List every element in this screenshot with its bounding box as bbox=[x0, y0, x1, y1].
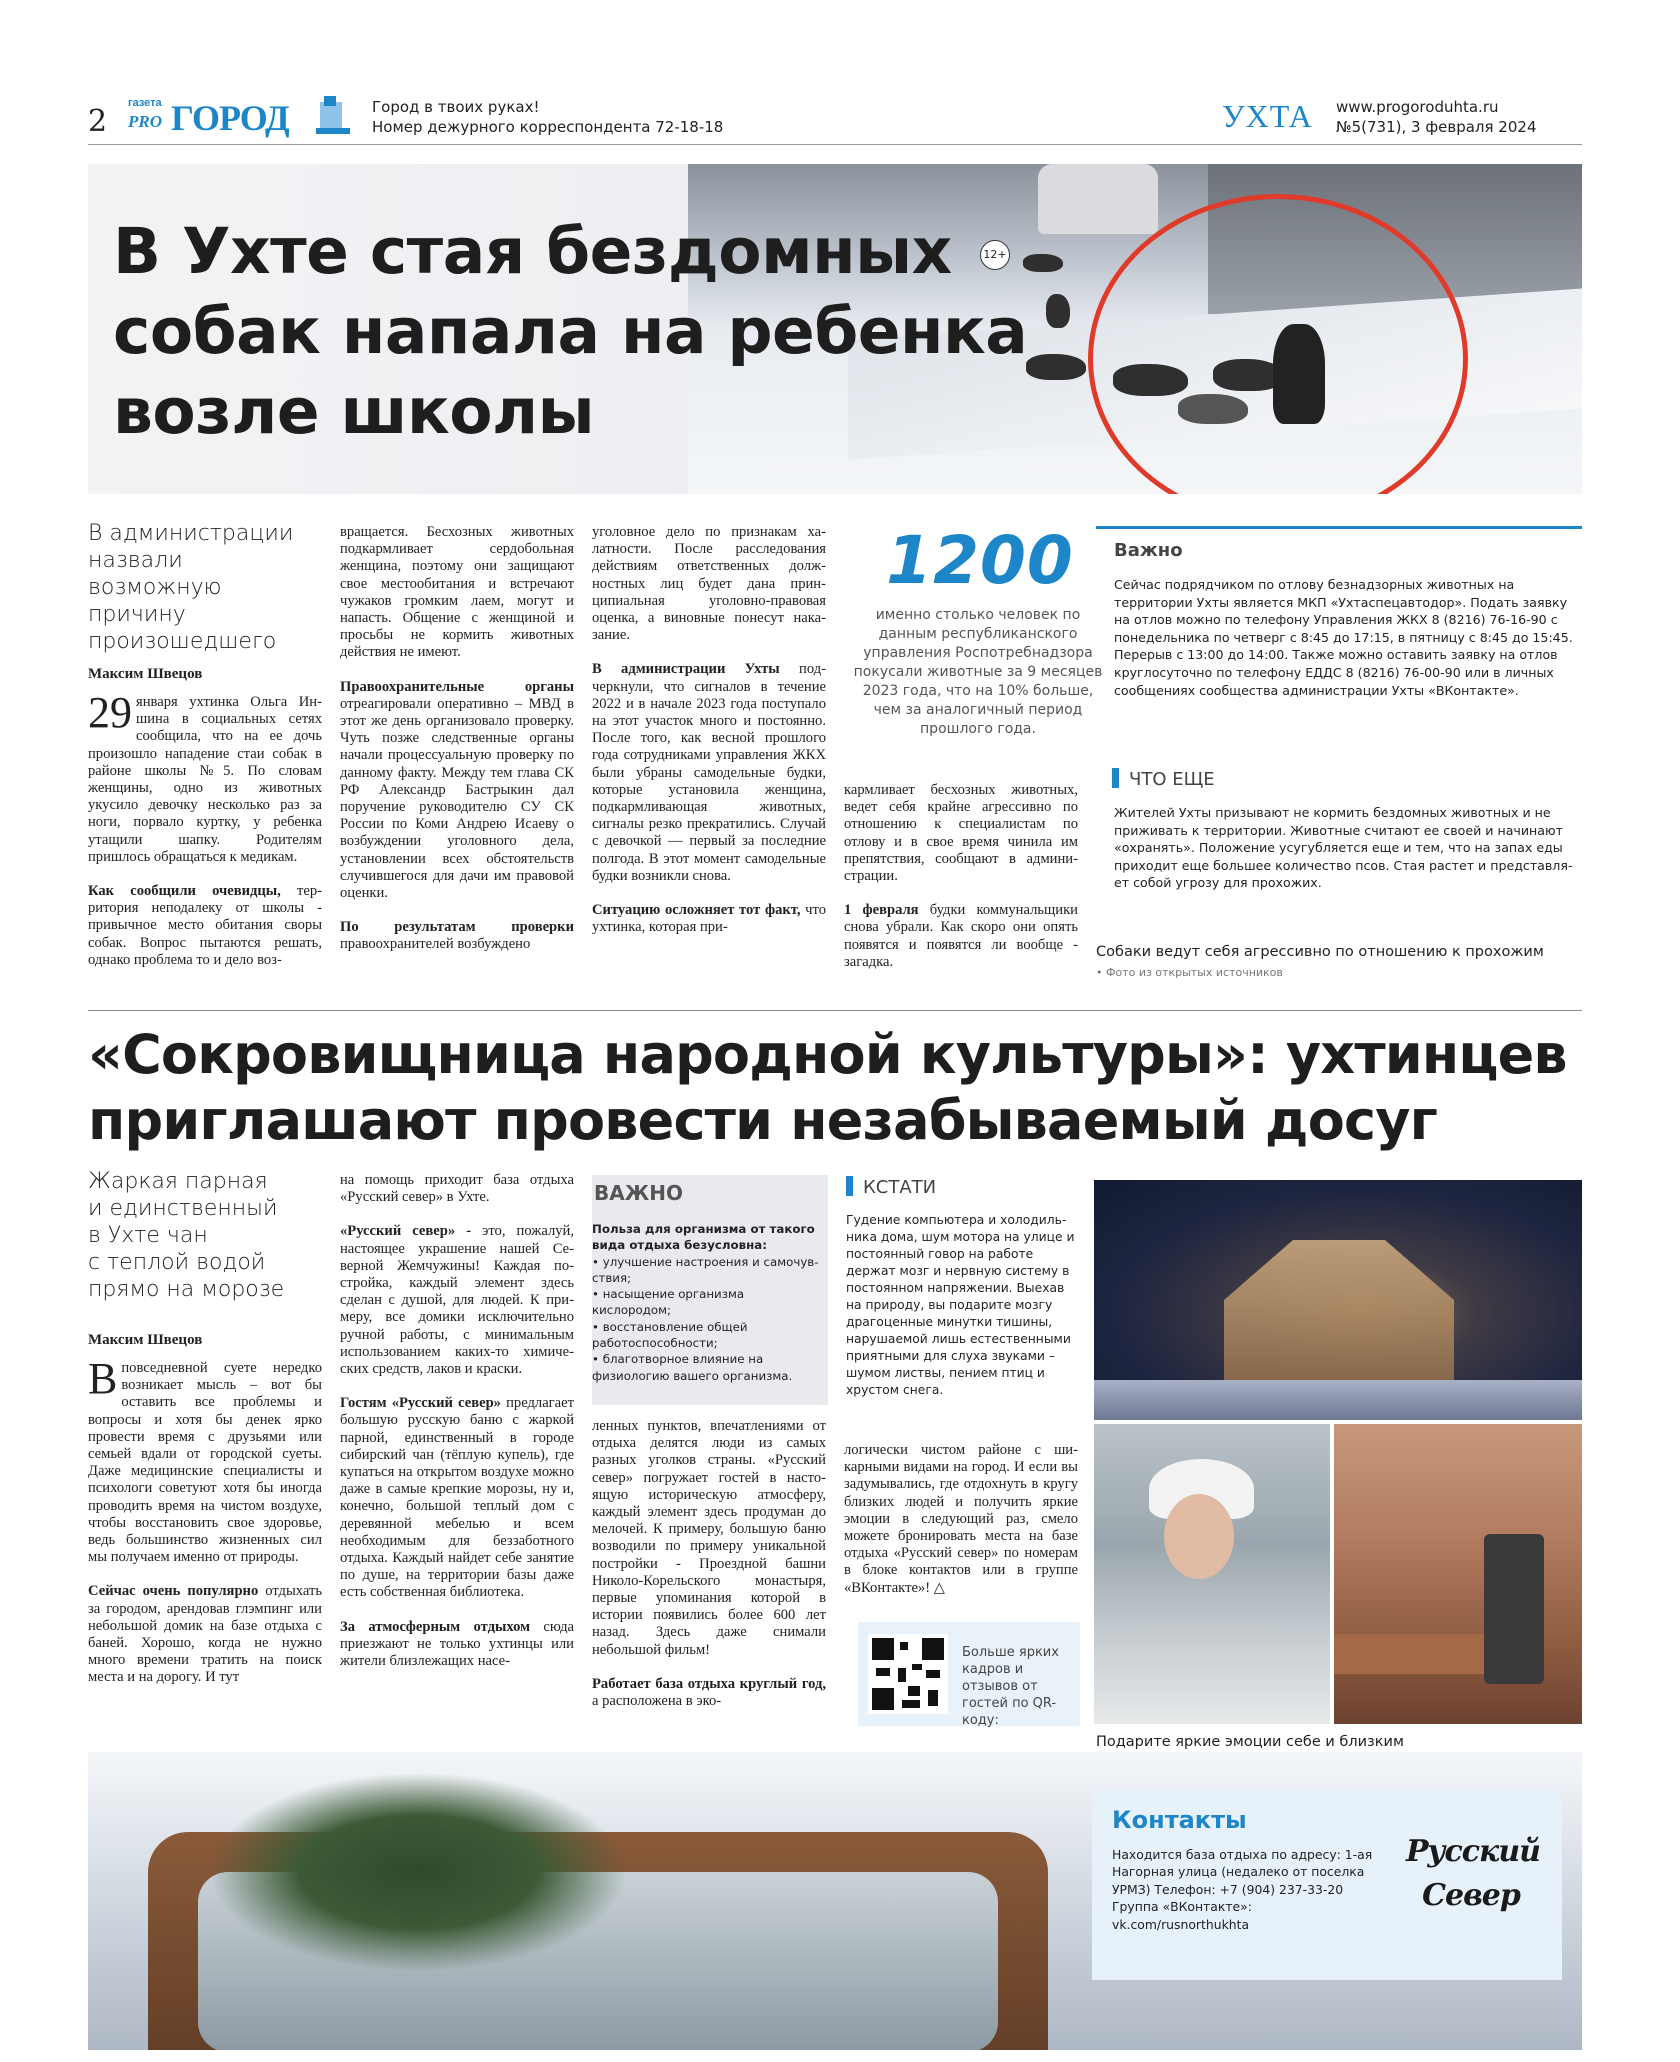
snow-ground bbox=[1094, 1380, 1582, 1420]
article1-byline: Максим Швецов bbox=[88, 666, 203, 682]
paragraph-lead: Правоохранительные органы bbox=[340, 678, 574, 695]
header-divider bbox=[88, 144, 1582, 145]
list-item: • насыщение организма кислородом; bbox=[592, 1287, 745, 1318]
issue-date: №5(731), 3 февраля 2024 bbox=[1336, 118, 1537, 136]
lead-line: в Ухте чан bbox=[88, 1223, 208, 1248]
paragraph-lead: «Русский север» - bbox=[340, 1223, 472, 1240]
article1-column-2 bbox=[340, 524, 574, 954]
paragraph: правоохранителей возбуждено bbox=[340, 936, 531, 953]
lead-line: Жаркая парная bbox=[88, 1169, 268, 1194]
more-box-text: Жителей Ухты призывают не кормить бездомных животных и не приживать к территории. Животные считают ее своей и начинают «охранять». Положение усугубляется еще и тем, что на запах еды приходит еще большее количество псов. Стая растет и представляет собой угрозу для прохожих. bbox=[1114, 805, 1573, 891]
age-rating-badge: 12+ bbox=[980, 240, 1010, 270]
paragraph-lead: 1 февраля bbox=[844, 902, 919, 919]
paragraph-lead: За атмосферным отдыхом bbox=[340, 1618, 531, 1635]
paragraph-lead: Гостям «Русский север» bbox=[340, 1395, 501, 1412]
lead-line: и единственный bbox=[88, 1196, 278, 1221]
stat-text: именно столько человек по данным республиканского управления Роспотребнадзора покусали животные за 9 месяцев 2023 года, что на 10% больше, чем за аналогичный период прошлого года. bbox=[853, 607, 1103, 737]
lead-line: возможную bbox=[88, 575, 222, 600]
section-marker bbox=[846, 1176, 853, 1196]
lead-line: В администрации bbox=[88, 521, 294, 546]
section-divider bbox=[88, 1010, 1582, 1011]
list-item: • благотворное влияние на физиологию вашего организма. bbox=[592, 1352, 793, 1383]
lead-line: прямо на морозе bbox=[88, 1277, 285, 1302]
mascot-icon bbox=[310, 94, 356, 140]
paragraph: вращается. Бесхозных животных подкармливает сердобольная женщина, поэтому они защищают свое местообитания и встречают чужаков громким лаем, могут и напасть. Общение с женщиной и просьбы не кормить животных действия не имеют. bbox=[340, 524, 574, 661]
paragraph-lead: Сейчас очень популярно bbox=[88, 1583, 259, 1600]
article1-column-4 bbox=[844, 782, 1078, 971]
contacts-box bbox=[1092, 1790, 1562, 1980]
paragraph: уголовное дело по признакам халатности. После расследования действиям ответственных должностных лиц будет дана принципиальная уголовно-правовая оценка, а виновные понесут наказание. bbox=[592, 524, 826, 644]
dog bbox=[1046, 294, 1070, 328]
list-item: • восстановление общей работоспособности; bbox=[592, 1319, 748, 1351]
logo-line: Русский bbox=[1406, 1834, 1540, 1869]
article2-title-line: «Сокровищница народной культуры»: ухтинцев bbox=[88, 1023, 1567, 1086]
lead-line: назвали bbox=[88, 548, 183, 573]
paragraph: будки коммунальщики снова убрали. Как скоро они опять появятся и появятся ли вообще - загадка. bbox=[844, 902, 1078, 970]
article2-title bbox=[88, 1022, 1567, 1154]
dog bbox=[1026, 354, 1086, 380]
photo-caption: Собаки ведут себя агрессивно по отношению к прохожим bbox=[1096, 944, 1544, 960]
photo-credit: • Фото из открытых источников bbox=[1096, 966, 1283, 979]
page-number: 2 bbox=[88, 104, 108, 139]
issue-info bbox=[1336, 97, 1537, 137]
pine-branch bbox=[208, 1772, 628, 1972]
article2-byline: Максим Швецов bbox=[88, 1332, 203, 1348]
article2-lead bbox=[88, 1168, 328, 1303]
paragraph: логически чистом районе с шикарными видами на город. И если вы задумывались, где отдохнуть в кругу близких людей и получить яркие эмоции в следующий раз, смело можете бронировать места на базе отдыха «Русский север» по номерам в блоке контактов или в группе «ВКонтакте»! △ bbox=[844, 1442, 1078, 1596]
stat-number: 1200 bbox=[886, 522, 1074, 599]
paragraph: января ухтинка Ольга Иншина в социальных сетях сообщила, что на ее дочь произошло нападение стаи собак в районе школы №5. По словам женщины, одно из животных укусило девочку несколько раз за ноги, порвало куртку, у ребенка утащили шапку. Родителям пришлось обращаться к медикам. bbox=[88, 694, 322, 865]
site-url[interactable]: www.progoroduhta.ru bbox=[1336, 98, 1499, 116]
paragraph: территория неподалеку от школы - привычное место обитания своры собак. Вопрос пытаются решать, однако проблема то и дело воз- bbox=[88, 883, 322, 968]
important-box-title: Важно bbox=[1114, 540, 1183, 561]
paragraph-lead: Ситуацию осложняет тот факт, bbox=[592, 902, 801, 919]
resort-night-photo bbox=[1094, 1180, 1582, 1420]
paragraph-lead: В администрации Ухты bbox=[592, 661, 780, 678]
article2-title-line: приглашают провести незабываемый досуг bbox=[88, 1089, 1438, 1152]
logo-line: Север bbox=[1422, 1878, 1520, 1913]
dropcap: В bbox=[88, 1354, 118, 1403]
more-box-title bbox=[1112, 768, 1215, 790]
list-item: • улучшение настроения и самочувствия; bbox=[592, 1254, 819, 1285]
article1-lead bbox=[88, 520, 328, 655]
russkiy-sever-logo bbox=[1406, 1830, 1540, 1940]
important-subtitle: Польза для организма от такого вида отдыха безусловна: bbox=[592, 1222, 815, 1253]
contacts-title: Контакты bbox=[1112, 1806, 1247, 1834]
photo-caption-2: Подарите яркие эмоции себе и близким bbox=[1096, 1734, 1404, 1750]
logo-small-text: газета bbox=[128, 97, 162, 109]
paragraph: отдыхать за городом, арендовав глэмпинг или небольшой домик на базе отдыха с баней. Хорошо, когда не нужно много времени тратить на поиск места и на дорогу. И тут bbox=[88, 1583, 322, 1686]
article1-hero-photo bbox=[88, 164, 1582, 494]
woman-in-hot-tub-photo bbox=[1094, 1424, 1330, 1724]
article2-column-1 bbox=[88, 1354, 322, 1687]
paragraph-lead: По результатам проверки bbox=[340, 919, 574, 936]
dropcap: 29 bbox=[88, 688, 132, 737]
important-box-2-title: ВАЖНО bbox=[594, 1181, 683, 1205]
paragraph: предлагает большую русскую баню с жаркой парной, единственный в городе сибирский чан (тёплую купель), где купаться на открытом воздухе можно даже в самые крепкие морозы, ну и, конечно, большой теплый дом с деревянной мебелью и всем необходимым для беззаботного отдыха. Каждый найдет себе занятие по душе, на территории базы даже есть собственная библиотека. bbox=[340, 1395, 575, 1601]
contacts-text[interactable]: Находится база отдыха по адресу: 1-ая Нагорная улица (недалеко от поселка УРМЗ) Телефон: +7 (904) 237-33-20 Группа «ВКонтакте»: vk.com/rusnorthukhta bbox=[1112, 1847, 1373, 1932]
aside-title-text: КСТАТИ bbox=[863, 1177, 937, 1198]
aside-title bbox=[846, 1176, 936, 1198]
qr-code-icon[interactable] bbox=[868, 1634, 948, 1714]
lead-line: произошедшего bbox=[88, 629, 277, 654]
lead-line: причину bbox=[88, 602, 186, 627]
more-title-text: ЧТО ЕЩЕ bbox=[1129, 769, 1215, 790]
paragraph: повседневной суете нередко возникает мысль – вот бы оставить все проблемы и вопросы и хотя бы денек ярко провести время с друзьями или семьей вдали от городской суеты. Даже медицинские специалисты и психологи советуют хотя бы иногда проводить время на чистом воздухе, чтобы восстановить свое здоровье, ведь большинство жизненных сил мы получаем именно от природы. bbox=[88, 1360, 322, 1566]
paragraph: сюда приезжают не только ухтинцы или жители близлежащих насе- bbox=[340, 1618, 574, 1670]
dog bbox=[1023, 254, 1063, 272]
important-box-2-text bbox=[592, 1221, 824, 1384]
important-box-text: Сейчас подрядчиком по отлову безнадзорных животных на территории Ухты является МКП «Ухтаспецавтодор». Подать заявку на отлов можно по телефону Управления ЖКХ 8 (8216) 76-16-90 с понедельника по четверг с 8:45 до 17:15, в пятницу с 8:45 до 15:45. Перерыв с 13:00 до 14:00. Также можно оставить заявку на отлов круглосуточно по телефону ЕДДС 8 (8216) 76-00-90 или в личных сообщениях сообщества администрации Ухты «ВКонтакте». bbox=[1114, 577, 1573, 698]
section-marker bbox=[1112, 768, 1119, 788]
article1-title-line: В Ухте стая бездомных bbox=[113, 215, 952, 288]
sauna-interior-photo bbox=[1334, 1424, 1582, 1724]
paragraph: подчеркнули, что сигналов в течение 2022 и в начале 2023 года поступало на этот участок много и постоянно. После того, как весной прошлого года сотрудниками управления ЖКХ были убраны самодельные будки, которые установила женщина, подкармливающая животных, сигналы резко прекратились. Случай с девочкой — первый за последние полгода. В этот момент самодельные будки возникли снова. bbox=[592, 661, 826, 884]
paragraph: на помощь приходит база отдыха «Русский север» в Ухте. bbox=[340, 1172, 574, 1206]
article1-title bbox=[113, 212, 1027, 452]
paragraph: это, пожалуй, настоящее украшение нашей Северной Жемчужины! Каждая постройка, каждый элемент здесь сделан с душой, для людей. К примеру, все домики исключительно ручной работы, с минимальным использованием каких-то химических средств, лаков и краски. bbox=[340, 1223, 574, 1378]
article2-column-3 bbox=[592, 1418, 826, 1710]
tagline-line-2: Номер дежурного корреспондента 72-18-18 bbox=[372, 118, 724, 136]
lead-line: с теплой водой bbox=[88, 1250, 266, 1275]
city-name: УХТА bbox=[1222, 98, 1313, 134]
header-tagline bbox=[372, 97, 723, 137]
article2-column-4 bbox=[844, 1442, 1078, 1597]
paragraph: ленных пунктов, впечатлениями от отдыха делятся люди из самых разных уголков страны. «Русский север» погружает гостей в настоящую историческую атмосферу, каждый элемент здесь продуман до мелочей. К примеру, большую баню возводили по примеру уникальной постройки - Проездной башни Николо-Корельского монастыря, первые упоминания которой в истории появились более 600 лет назад. Здесь даже снимали небольшой фильм! bbox=[592, 1418, 826, 1658]
paragraph: что ухтинка, которая при- bbox=[592, 902, 826, 936]
wooden-house bbox=[1224, 1240, 1454, 1390]
paragraph-lead: Работает база отдыха круглый год, bbox=[592, 1675, 826, 1692]
aside-text: Гудение компьютера и холодильника дома, шум мотора на улице и постоянный говор на работе держат мозг и нервную систему в постоянном напряжении. Выехав на природу, вы подарите мозгу драгоценные минутки тишины, нарушаемой лишь естественными приятными для слуха звуками – шумом листвы, пением птиц и хрустом снега. bbox=[846, 1213, 1075, 1397]
paragraph-lead: Как сообщили очевидцы, bbox=[88, 883, 281, 900]
paragraph: кармливает бесхозных животных, ведет себя крайне агрессивно по отношению к специалистам по отлову и в свое время чинила им препятствия, сообщают в администрации. bbox=[844, 782, 1078, 885]
important-box-2 bbox=[592, 1175, 828, 1405]
car bbox=[1038, 164, 1158, 234]
article1-column-3 bbox=[592, 524, 826, 936]
paragraph: а расположена в эко- bbox=[592, 1693, 722, 1710]
article2-column-2 bbox=[340, 1172, 574, 1670]
qr-block[interactable] bbox=[858, 1622, 1080, 1726]
qr-text: Больше ярких кадров и отзывов от гостей по QR-коду: bbox=[962, 1645, 1059, 1728]
paragraph: отреагировали оперативно – МВД в этот же день организовало проверку. Чуть позже следственные органы начали процессуальную проверку по данному факту. Между тем глава СК РФ Александр Бастрыкин дал поручение руководителю СУ СК России по Коми Андрею Исаеву о возбуждении уголовного дела, установлении всех обстоятельств случившегося для дачи им правовой оценки. bbox=[340, 695, 574, 902]
tagline-line-1: Город в твоих руках! bbox=[372, 98, 540, 116]
newspaper-logo bbox=[128, 96, 298, 140]
article1-title-line: возле школы bbox=[113, 375, 595, 448]
logo-gorod-text: ГОРОД bbox=[171, 98, 289, 138]
face bbox=[1164, 1494, 1234, 1579]
stove bbox=[1484, 1534, 1544, 1684]
logo-pro-text: PRO bbox=[128, 112, 162, 131]
important-box-line bbox=[1096, 526, 1582, 529]
article1-title-line: собак напала на ребенка bbox=[113, 295, 1028, 368]
article1-column-1 bbox=[88, 688, 322, 969]
